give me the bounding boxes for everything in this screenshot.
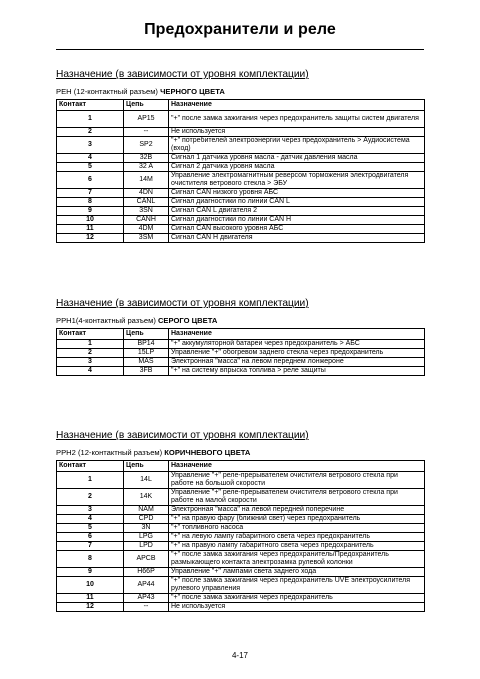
page-title: Предохранители и реле [144, 21, 336, 38]
circuit-code: 15LP [124, 349, 169, 358]
circuit-code: AP43 [124, 594, 169, 603]
table-row [57, 216, 425, 225]
table-row [57, 472, 425, 489]
circuit-code: SP2 [124, 137, 169, 154]
circuit-code: 14M [124, 172, 169, 189]
pin-number: 3 [57, 506, 124, 515]
connector-color: СЕРОГО ЦВЕТА [157, 316, 218, 325]
table-row [57, 367, 425, 376]
table-row [57, 533, 425, 542]
table-row [57, 189, 425, 198]
pin-number: 11 [57, 225, 124, 234]
table-header-row [57, 329, 425, 340]
table-row [57, 349, 425, 358]
connector-description [56, 87, 424, 97]
table-row [57, 225, 425, 234]
pin-number: 6 [57, 172, 124, 189]
table-row [57, 358, 425, 367]
pin-function: Сигнал диагностики по линии CAN H [169, 216, 425, 225]
pin-function: "+" потребителей электроэнергии через предохранитель > Аудиосистема (вход) [169, 137, 425, 154]
circuit-code: LPD [124, 542, 169, 551]
pin-number: 7 [57, 542, 124, 551]
table-row [57, 154, 425, 163]
pin-number: 4 [57, 154, 124, 163]
pin-number: 2 [57, 489, 124, 506]
section-peh [56, 69, 424, 243]
pin-function: Управление электромагнитным реверсом торможения электродвигателя очистителя ветрового стекла > ЭБУ [169, 172, 425, 189]
pin-number: 1 [57, 340, 124, 349]
circuit-code: -- [124, 128, 169, 137]
table-row [57, 198, 425, 207]
circuit-code: CANL [124, 198, 169, 207]
pin-function: Электронная "масса" на левой передней поперечине [169, 506, 425, 515]
table-row [57, 172, 425, 189]
table-row [57, 551, 425, 568]
pin-function: "+" топливного насоса [169, 524, 425, 533]
table-row [57, 506, 425, 515]
section-pph2 [56, 430, 424, 612]
table-row [57, 603, 425, 612]
pin-number: 5 [57, 163, 124, 172]
pin-number: 3 [57, 358, 124, 367]
pin-function: Управление "+" лампами света заднего хода [169, 568, 425, 577]
page-number: 4-17 [231, 651, 248, 660]
circuit-code: 14K [124, 489, 169, 506]
table-row [57, 207, 425, 216]
circuit-code: AP44 [124, 577, 169, 594]
circuit-code: NAM [124, 506, 169, 515]
column-header: Цепь [124, 100, 169, 111]
column-header: Контакт [57, 461, 124, 472]
column-header: Цепь [124, 461, 169, 472]
table-row [57, 577, 425, 594]
connector-color: КОРИЧНЕВОГО ЦВЕТА [164, 448, 251, 457]
circuit-code: 3N [124, 524, 169, 533]
pin-function: "+" после замка зажигания через предохранитель UVE электроусилителя рулевого управления [169, 577, 425, 594]
pin-function: "+" аккумуляторной батареи через предохранитель > АБС [169, 340, 425, 349]
table-row [57, 163, 425, 172]
connector-description [56, 316, 424, 326]
table-header-row [57, 461, 425, 472]
pin-number: 5 [57, 524, 124, 533]
pin-number: 11 [57, 594, 124, 603]
pin-number: 7 [57, 189, 124, 198]
pin-number: 12 [57, 234, 124, 243]
pinout-table [56, 328, 425, 376]
pin-number: 1 [57, 111, 124, 128]
pin-function: Сигнал диагностики по линии CAN L [169, 198, 425, 207]
pin-number: 8 [57, 551, 124, 568]
title-underline [56, 49, 424, 50]
pin-function: "+" после замка зажигания через предохранитель/Предохранитель размыкающего контакта электрозамка рулевой колонки [169, 551, 425, 568]
pin-function: "+" на систему впрыска топлива > реле защиты [169, 367, 425, 376]
pin-function: Не используется [169, 603, 425, 612]
pin-function: Управление "+" реле-прерывателем очистителя ветрового стекла при работе на малой скорости [169, 489, 425, 506]
circuit-code: 32B [124, 154, 169, 163]
column-header: Назначение [169, 461, 425, 472]
circuit-code: 14L [124, 472, 169, 489]
pin-function: Управление "+" обогревом заднего стекла через предохранитель [169, 349, 425, 358]
pin-function: Сигнал 2 датчика уровня масла [169, 163, 425, 172]
pin-number: 2 [57, 349, 124, 358]
table-row [57, 542, 425, 551]
pin-function: Сигнал CAN высокого уровня АБС [169, 225, 425, 234]
pin-number: 10 [57, 216, 124, 225]
circuit-code: 32 A [124, 163, 169, 172]
circuit-code: CPD [124, 515, 169, 524]
pin-number: 4 [57, 367, 124, 376]
section-heading: Назначение (в зависимости от уровня комплектации) [56, 430, 309, 441]
section-pph1 [56, 298, 424, 376]
circuit-code: LPG [124, 533, 169, 542]
pin-number: 2 [57, 128, 124, 137]
pin-function: Не используется [169, 128, 425, 137]
pin-number: 4 [57, 515, 124, 524]
connector-type: PEH (12-контактный разъем) [56, 87, 161, 96]
circuit-code: 4DM [124, 225, 169, 234]
column-header: Контакт [57, 329, 124, 340]
table-row [57, 128, 425, 137]
pin-function: "+" после замка зажигания через предохранитель защиты систем двигателя [169, 111, 425, 128]
table-row [57, 234, 425, 243]
circuit-code: 4DN [124, 189, 169, 198]
table-row [57, 594, 425, 603]
pin-function: "+" после замка зажигания через предохранитель [169, 594, 425, 603]
circuit-code: -- [124, 603, 169, 612]
circuit-code: AP15 [124, 111, 169, 128]
connector-type: PPH1(4-контактный разъем) [56, 316, 158, 325]
pin-number: 3 [57, 137, 124, 154]
column-header: Назначение [169, 329, 425, 340]
pin-function: Управление "+" реле-прерывателем очистителя ветрового стекла при работе на большой скорости [169, 472, 425, 489]
table-row [57, 515, 425, 524]
pin-function: Сигнал CAN H двигателя [169, 234, 425, 243]
table-row [57, 137, 425, 154]
table-row [57, 489, 425, 506]
table-row [57, 524, 425, 533]
pin-number: 12 [57, 603, 124, 612]
pin-number: 10 [57, 577, 124, 594]
pin-function: "+" на правую фару (ближний свет) через предохранитель [169, 515, 425, 524]
section-heading: Назначение (в зависимости от уровня комплектации) [56, 69, 309, 80]
circuit-code: 3SM [124, 234, 169, 243]
pin-number: 6 [57, 533, 124, 542]
circuit-code: MAS [124, 358, 169, 367]
table-row [57, 568, 425, 577]
circuit-code: CANH [124, 216, 169, 225]
pin-function: Электронная "масса" на левом переднем лонжероне [169, 358, 425, 367]
connector-color: ЧЕРНОГО ЦВЕТА [160, 87, 225, 96]
pinout-table [56, 99, 425, 243]
table-row [57, 340, 425, 349]
pin-function: Сигнал CAN низкого уровня АБС [169, 189, 425, 198]
pin-function: Сигнал 1 датчика уровня масла - датчик давления масла [169, 154, 425, 163]
pin-number: 9 [57, 568, 124, 577]
table-row [57, 111, 425, 128]
connector-type: PPH2 (12-контактный разъем) [56, 448, 165, 457]
connector-description [56, 448, 424, 458]
circuit-code: APCB [124, 551, 169, 568]
pin-number: 8 [57, 198, 124, 207]
column-header: Назначение [169, 100, 425, 111]
pin-function: Сигнал CAN L двигателя 2 [169, 207, 425, 216]
pin-number: 1 [57, 472, 124, 489]
pinout-table [56, 460, 425, 612]
circuit-code: BP14 [124, 340, 169, 349]
table-header-row [57, 100, 425, 111]
circuit-code: 3SN [124, 207, 169, 216]
circuit-code: H66P [124, 568, 169, 577]
pin-function: "+" на левую лампу габаритного света через предохранитель [169, 533, 425, 542]
pin-number: 9 [57, 207, 124, 216]
pin-function: "+" на правую лампу габаритного света через предохранитель [169, 542, 425, 551]
section-heading: Назначение (в зависимости от уровня комплектации) [56, 298, 309, 309]
circuit-code: 3FB [124, 367, 169, 376]
column-header: Контакт [57, 100, 124, 111]
column-header: Цепь [124, 329, 169, 340]
